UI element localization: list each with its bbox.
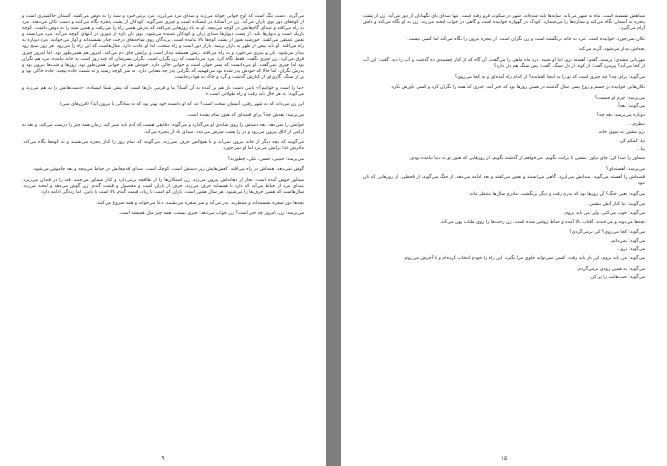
paragraph: دوباره می‌پرسد: بعد چه؟: [596, 113, 645, 119]
paragraph: می‌گویند: بعداً.: [616, 104, 645, 110]
paragraph: می‌گویند که بچه دیگر از خانه بیرون نمی‌آید و با هیچ‌کس حرف نمی‌زند. می‌گویند که تمام روز را کنار پنجره می‌نشیند و به کوه‌ها نگاه می‌کند. مادرش غذا برایش می‌برد اما او نمی‌خورد.: [22, 140, 304, 152]
paragraph: این زن می‌داند که به شهر رفتن، آسمان سخت است؟ نه، که او دانسته خود بهتر بود که به سادگی یا بیرون آید؟ (قرن‌های سی): [59, 102, 304, 108]
paragraph: تکان نمی‌خورد. خوابیده است. مرد به خانه برنگشته است و زن نگران است. از پنجره بیرون را نگاه می‌کند اما کسی نیست.: [407, 36, 645, 42]
paragraph: می‌گویند: بیا کنار آتش بنشین.: [587, 202, 645, 208]
paragraph: می‌گوید: یعنی جنگ؟ آن روزها بود که پدرم رفت و دیگر برنگشت. مادرم سال‌ها منتظر ماند.: [468, 191, 645, 197]
left-page: [0, 0, 326, 466]
paragraph: می‌گوید: من باید بروم، این بار باید رفت. کسی نمی‌تواند جلوی مرا بگیرد. این راه را خودم انتخاب کرده‌ام و تا آخرش می‌روم.: [403, 256, 645, 262]
paragraph: می‌گوید: به همین زودی برمی‌گردم.: [576, 266, 645, 272]
page-number: ۱۵: [500, 455, 508, 462]
paragraph: بنظرم...: [628, 121, 645, 127]
paragraph: برو بنشین به سوی خانه.: [597, 130, 645, 136]
paragraph: «ما را است و خوانیم؟» پایین دست باز هم بر آمده به آن آشنا؟ ما و فریبی دل‌ها است که پیش شما ایستاده. «دست‌هایش را به هم می‌زند و می‌گوید: به هر حال باید رفت و راه طولانی است.»: [22, 85, 304, 97]
paragraph: بچه‌ها می‌دوند و می‌خندند. آفتاب بالا آمده و حیاط روشن شده است. زن رخت‌ها را روی طناب پهن می‌کند.: [439, 219, 645, 225]
left-page-text: [22, 14, 304, 222]
paragraph: گوش نمی‌دهد. همه‌اش در راه می‌افتد. کفش‌هایش زیر دستش است. کوچک است. صدای قدم‌هایش در حیاط می‌پیچد و بعد خاموش می‌شود.: [32, 167, 304, 173]
paragraph: می‌پرسد: حبیبی، حسن، علی، چطورند؟: [227, 156, 304, 162]
paragraph: می‌گردد. دست تنگ است که اوج خوانی جوانه می‌زند و صدای مرد می‌لرزد. مرد برمی‌خیزد و سبد را به دوش می‌کشد. آسمان خاکستری است و از کوه‌های دور بوی باران می‌آید. زن در آستانهٔ در ایستاده است و چیزی نمی‌گوید. کودکان از پشت پنجره نگاه می‌کنند و دست تکان می‌دهند. مرد به راه می‌افتد و صدای گام‌هایش در کوچه می‌پیچد. او به یاد روزهایی می‌افتد که پدرش همین راه را می‌رفت و همین سبد را به دوش داشت. کوچه باریک است و دیوارها بلند. از پشت دیوارها صدای زنان و کودکان شنیده می‌شود. بوی نان تازه از تنوری در انتهای کوچه می‌آید. مرد می‌ایستد و نفس عمیقی می‌کشد. خورشید هنوز از پشت کوه‌ها بالا نیامده است. پرندگان روی شاخه‌های درخت چنار نشسته‌اند و آواز می‌خوانند. مرد دوباره به راه می‌افتد. او باید پیش از ظهر به بازار برسد. بازار دور است و راه سخت. اما او عادت دارد. سال‌هاست که این راه را می‌رود. هر روز صبح زود بیدار می‌شود، نان و پنیری می‌خورد و به راه می‌افتد. زنش همیشه بیدار است و برایش چای دم می‌کند. امروز هم همین‌طور بود. اما امروز چیزی فرق می‌کرد. زن چیزی نگفت. فقط نگاه کرد. مرد می‌دانست که زن نگران است. نگران پسرشان که چند روز است به خانه نیامده. مرد هم نگران بود اما چیزی نمی‌گفت. او می‌دانست که پسر جوان است و جوانی حالی دارد. خودش هم در جوانی همین‌طور بود. روزها و شب‌ها بیرون بود و پدرش نگران. اما حالا که خودش پدر شده بود می‌فهمید که نگرانی پدر چه معنایی دارد. به سر کوچه رسید و به سمت جاده پیچید. جاده خاکی بود و پر از سنگ. گاری‌ای از کنارش گذشت و گرد و خاک به هوا برخاست.: [22, 14, 304, 80]
paragraph: می‌گوید: برای چه؟ چه چیزی است که تو را به اینجا کشانده؟ از کدام راه آمده‌ای و به کجا می‌روی؟: [454, 74, 645, 80]
paragraph: می‌پرسد: زن، امروز چه خبر است؟ زن جواب می‌دهد: خبری نیست. همه چیز مثل همیشه است.: [118, 211, 304, 217]
paragraph: مهربانی مشدی؛ پرسید، گفتم: آهسته برو، اما او شنید. درد ماه ماهی را می‌گفت، آن گاه که از کنار چشمه‌ی ده گذشت و آب را دید. گفت: این آب از کجا می‌آید؟ پیرمرد گفت: از کوه، از دل سنگ. گفت: پس سنگ هم دل دارد؟: [363, 57, 645, 70]
paragraph: بیا، کمکم کن.: [618, 138, 645, 144]
paragraph: سماور جوش آمده است. بخار از دهانه‌اش بیرون می‌زند. زن استکان‌ها را از طاقچه برمی‌دارد و کنار سماور می‌چیند. قند را در قندان می‌ریزد. صدای مرد از حیاط می‌آید که دارد با همسایه حرف می‌زند. حرف از باران است و محصول و قیمت گندم. زن گوش می‌دهد و لبخند می‌زند. سال‌هاست که همین حرف‌ها را می‌شنود. هر سال همین است. باران کم است یا زیاد، قیمت گندم بالا است یا پایین. اما زندگی ادامه دارد.: [22, 177, 304, 196]
right-page: [341, 0, 667, 466]
paragraph: می‌گوید: جیب‌هایت را پر کن.: [589, 275, 645, 281]
right-page-text: [363, 14, 645, 284]
paragraph: می‌پرسد: آهسته‌ای؟: [605, 166, 645, 172]
paragraph: سیاهش نشسته است. ماه به شهر می‌تابد. سایه‌ها بلند شده‌اند. شهر در سکوت فرو رفته است. تنها صدای پای نگهبانان از دور می‌آید. زن از پشت پنجره به آسمان نگاه می‌کند و ستاره‌ها را می‌شمارد. کودک در گهواره خوابیده است و گاهی در خواب لبخند می‌زند. زن به او نگاه می‌کند و دلش آرام می‌گیرد.: [363, 14, 645, 32]
paragraph: می‌گوید: خوب می‌کنی. ولی من باید بروم.: [563, 211, 645, 217]
page-number: ۹: [161, 455, 165, 462]
paragraph: قصه‌اش را آهسته می‌گوید. صدایش می‌لرزد. گاهی می‌ایستد و نفس می‌کشد و بعد ادامه می‌دهد. از جنگ می‌گوید، از قحطی، از روزهایی که نان نبود.: [363, 175, 645, 187]
paragraph: بیا...: [636, 147, 645, 153]
paragraph: می‌گوید: نمی‌دانم.: [609, 238, 645, 244]
paragraph: می‌گوید: کجا می‌روی؟ کی برمی‌گردی؟: [569, 230, 645, 236]
page-gutter: [326, 0, 341, 466]
paragraph: بچه‌ها دور سفره نشسته‌اند و منتظرند. پدر می‌آید و سر سفره می‌نشیند. دعا می‌خواند و همه شروع می‌کنند.: [95, 200, 304, 206]
paragraph: می‌پرسد: بعدش چه؟ برای قصه‌ای که هنوز تمام نشده است.: [186, 112, 304, 118]
paragraph: سماور را صدا کن، چای بیاور. بنشین تا برایت بگویم. می‌خواهم از گذشته بگویم، از روزهایی که هنوز تو به دنیا نیامده بودی.: [408, 156, 645, 161]
paragraph: می‌گوید: نرو...: [616, 247, 645, 253]
paragraph: تکان‌هایی خوابیده بر جسم و روح پسر. سال گذشته در همین روزها بود که خبر آمد. خبری که همه را نگران کرد و کسی باورش نکرد.: [390, 85, 645, 91]
paragraph: می‌پرسد: جرم او چیست؟: [594, 95, 645, 101]
paragraph: بچه‌اش بیدار می‌شود، گریه می‌کند.: [577, 47, 645, 53]
paragraph: جوابش را نمی‌دهد. بعد دستش را روی شانه‌ی او می‌گذارد و می‌گوید: دقایقی هست که آدم باید صبر کند. زمان همه چیز را درست می‌کند. و بعد به آرامی از اتاق بیرون می‌رود و در را پشت سرش می‌بندد. صدای باد از پنجره می‌آید.: [22, 123, 304, 135]
